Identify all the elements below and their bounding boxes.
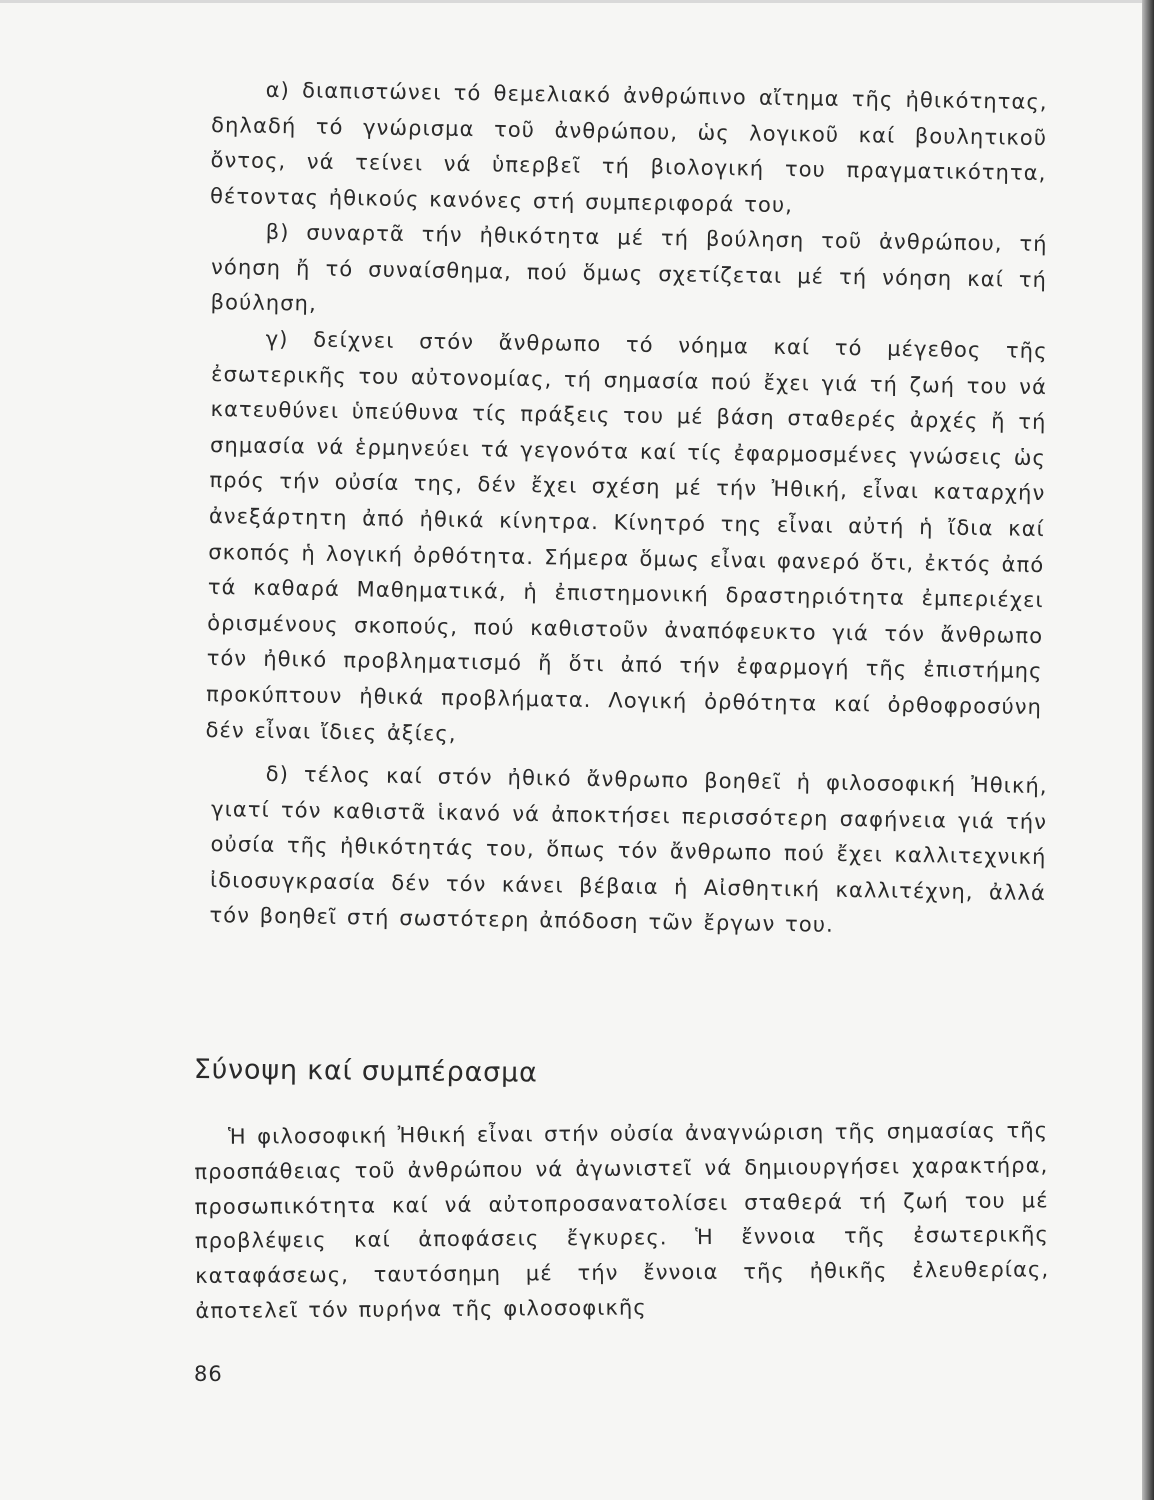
list-item-delta: δ) τέλος καί στόν ἠθικό ἄνθρωπο βοηθεῖ ἡ φιλοσοφική Ἠθική, γιατί τόν καθιστᾶ ἱκανό νά ἀποκτήσει περισσότερη σαφήνεια γιά τήν οὐσία τῆς ἠθικότητάς του, ὅπως τόν ἄνθρωπο πού ἔχει καλλιτεχνική ἰδιοσυγκρασία δέν τόν κάνει βέβαια ἡ Αἰσθητική καλλιτέχνη, ἀλλά τόν βοηθεῖ στή σωστότερη ἀπόδοση τῶν ἔργων του. — [209, 762, 1048, 938]
summary-section — [194, 1120, 1048, 1329]
enumerated-list — [205, 72, 1048, 938]
list-item-gamma: γ) δείχνει στόν ἄνθρωπο τό νόημα καί τό μέγεθος τῆς ἐσωτερικῆς του αὐτονομίας, τή σημασία πού ἔχει γιά τή ζωή του νά κατευθύνει ὑπεύθυνα τίς πράξεις του μέ βάση σταθερές ἀρχές ἤ τή σημασία νά ἑρμηνεύει τά γεγονότα καί τίς ἐφαρμοσμένες γνώσεις ὡς πρός τήν οὐσία της, δέν ἔχει σχέση μέ τήν Ἠθική, εἶναι καταρχήν ἀνεξάρτητη ἀπό ἠθικά κίνητρα. Κίνητρό της εἶναι αὐτή ἡ ἴδια καί σκοπός ἡ λογική ὀρθότητα. Σήμερα ὅμως εἶναι φανερό ὅτι, ἐκτός ἀπό τά καθαρά Μαθηματικά, ἡ ἐπιστημονική δραστηριότητα ἐμπεριέχει ὁρισμένους σκοπούς, πού καθιστοῦν ἀναπόφευκτο γιά τόν ἄνθρωπο τόν ἠθικό προβληματισμό ἤ ὅτι ἀπό τήν ἐφαρμογή τῆς ἐπιστήμης προκύπτουν ἠθικά προβλήματα. Λογική ὀρθότητα καί ὀρθοφροσύνη δέν εἶναι ἴδιες ἀξίες, — [205, 327, 1048, 746]
list-item-alpha: α) διαπιστώνει τό θεμελιακό ἀνθρώπινο αἴτημα τῆς ἠθικότητας, δηλαδή τό γνώρισμα τοῦ ἀνθρώπου, ὡς λογικοῦ καί βουλητικοῦ ὄντος, νά τείνει νά ὑπερβεῖ τή βιολογική του πραγματικότητα, θέτοντας ἠθικούς κανόνες στή συμπεριφορά του, — [209, 77, 1048, 217]
list-item-beta: β) συναρτᾶ τήν ἠθικότητα μέ τή βούληση τοῦ ἀνθρώπου, τή νόηση ἤ τό συναίσθημα, πού ὅμως σχετίζεται μέ τή νόηση καί τή βούληση, — [210, 220, 1048, 317]
summary-paragraph: Ἡ φιλοσοφική Ἠθική εἶναι στήν οὐσία ἀναγνώριση τῆς σημασίας τῆς προσπάθειας τοῦ ἀνθρώπου νά ἀγωνιστεῖ νά δημιουργήσει χαρακτήρα, προσωπικότητα καί νά αὐτοπροσανατολίσει σταθερά τή ζωή του μέ προβλέψεις καί ἀποφάσεις ἔγκυρες. Ἡ ἔννοια τῆς ἐσωτερικῆς καταφάσεως, ταυτόσημη μέ τήν ἔννοια τῆς ἠθικῆς ἐλευθερίας, ἀποτελεῖ τόν πυρήνα τῆς φιλοσοφικῆς — [194, 1118, 1050, 1323]
page-top-edge — [0, 0, 1154, 3]
page-number: 86 — [194, 1362, 223, 1386]
section-heading: Σύνοψη καί συμπέρασμα — [193, 1054, 538, 1089]
page-binding-shadow — [1142, 0, 1154, 1500]
